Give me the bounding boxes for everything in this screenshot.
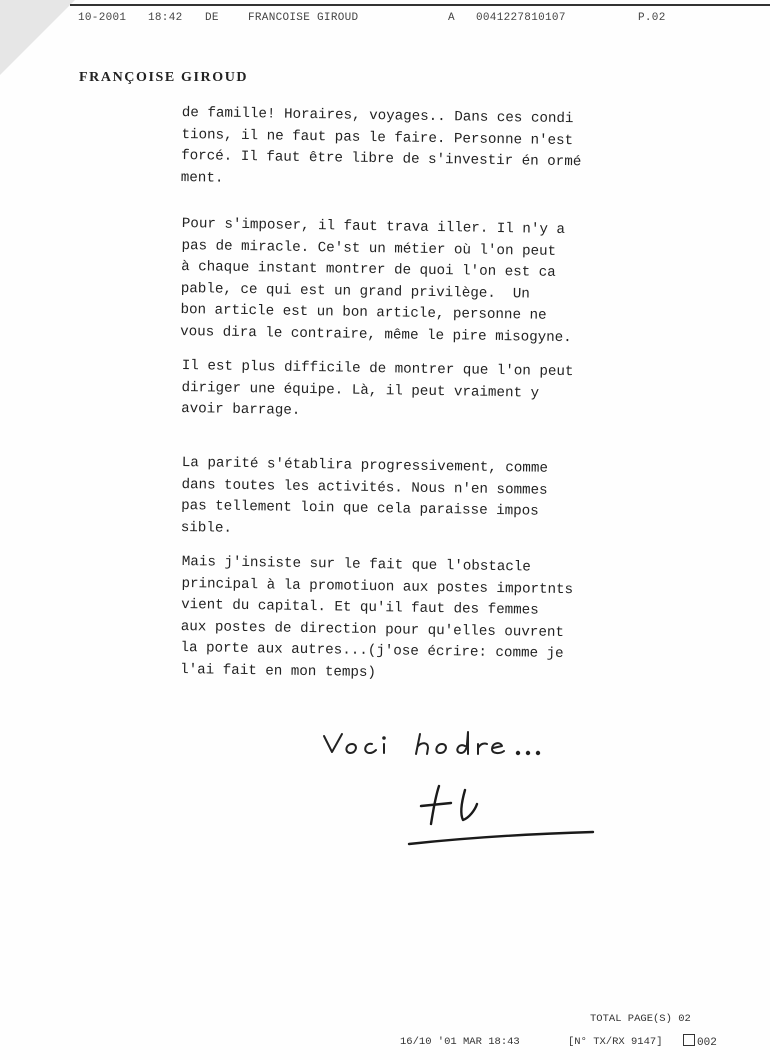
text-line: Il est plus difficile de montrer que l'on peut [181,357,574,381]
text-line: dans toutes les activités. Nous n'en sommes [181,476,548,499]
text-line: bon article est un bon article, personne ne [180,301,547,324]
text-line: La parité s'établira progressivement, comme [181,454,549,477]
fax-to-number: 0041227810107 [476,12,566,24]
text-line: sible. [180,519,233,537]
text-line: aux postes de direction pour qu'elles ouvrent [180,618,565,641]
text-line: l'ai fait en mon temps) [180,661,377,681]
text-line: la porte aux autres...(j'ose écrire: comme je [180,639,564,663]
paragraph-4 [181,453,612,546]
text-line: à chaque instant montrer de quoi l'on est ca [181,258,556,281]
fax-date: 10-2001 [78,12,127,24]
fax-from-name: FRANCOISE GIROUD [248,12,359,24]
paragraph-1 [181,103,612,196]
text-line: ment. [180,169,224,187]
fax-to-label: A [448,12,455,24]
tx-rx-number: [N° TX/RX 9147] [568,1036,663,1048]
paragraph-5 [180,552,612,688]
text-line: forcé. Il faut être libre de s'investir én ormé [181,147,582,171]
total-pages: TOTAL PAGE(S) 02 [590,1013,691,1025]
text-line: tions, il ne faut pas le faire. Personne n'est [181,126,574,149]
page-code [683,1034,717,1049]
sender-letterhead: FRANÇOISE GIROUD [79,70,249,85]
text-line: Pour s'imposer, il faut trava iller. Il n'y a [181,215,566,239]
signature [405,778,600,853]
text-line: de famille! Horaires, voyages.. Dans ces condi [181,104,574,128]
text-line: pas de miracle. Ce'st un métier où l'on peut [181,237,557,260]
handwritten-note [320,726,570,766]
text-line: Mais j'insiste sur le fait que l'obstacle [181,553,532,576]
fax-time: 18:42 [148,12,183,24]
text-line: vient du capital. Et qu'il faut des femmes [181,596,539,619]
page-code-value: 002 [697,1037,717,1049]
text-line: avoir barrage. [181,400,301,419]
paragraph-2 [180,214,612,350]
text-line: diriger une équipe. Là, il peut vraiment y [181,379,540,402]
paragraph-3 [181,356,612,427]
text-line: vous dira le contraire, même le pire misogyne. [180,323,572,346]
top-edge-line [70,4,770,6]
fax-from-label: DE [205,12,219,24]
text-line: principal à la promotiuon aux postes importnts [181,575,574,598]
fax-transmission-header [0,12,770,28]
text-line: pas tellement loin que cela paraisse impos [181,497,539,520]
text-line: pable, ce qui est un grand privilège. Un [180,280,530,302]
fax-page-number: P.02 [638,12,666,24]
receipt-timestamp: 16/10 '01 MAR 18:43 [400,1036,520,1048]
page-code-icon [683,1034,695,1046]
